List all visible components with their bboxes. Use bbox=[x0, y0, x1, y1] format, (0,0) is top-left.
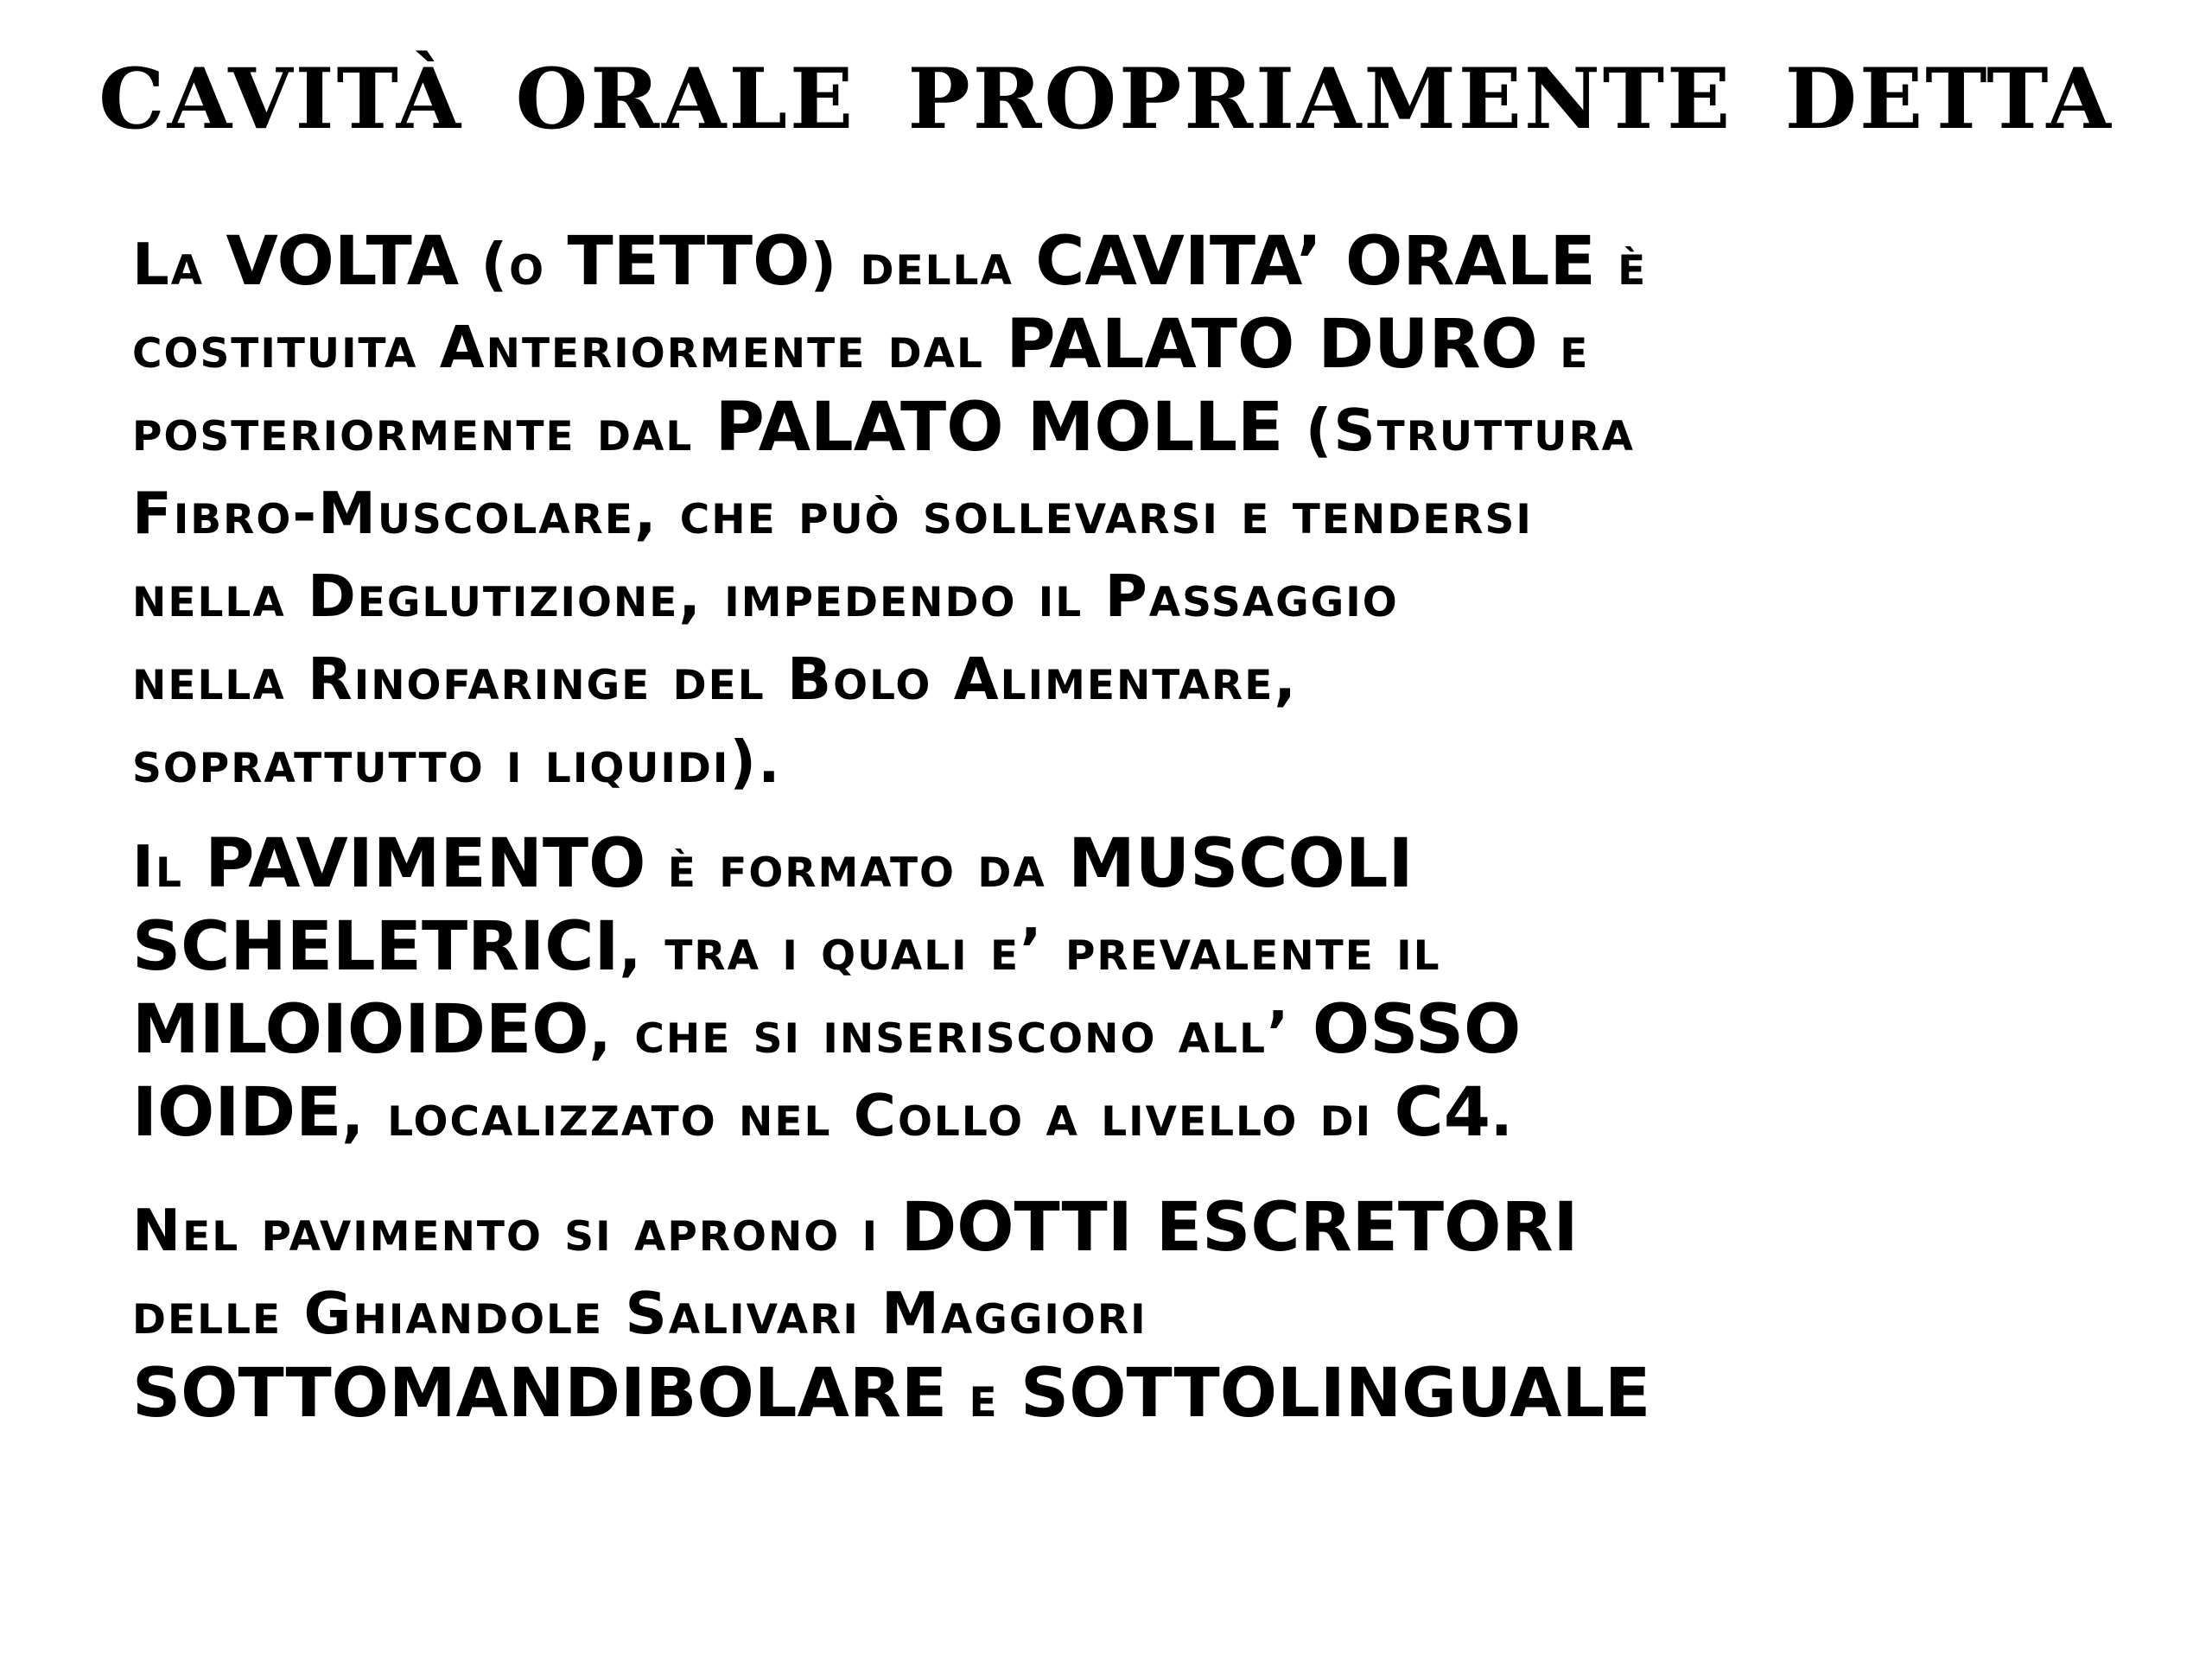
body-text: nella Deglutizione, impedendo il Passaggio bbox=[132, 563, 1399, 630]
body-text: è bbox=[1595, 231, 1648, 298]
text-line bbox=[132, 554, 2137, 637]
text-line bbox=[132, 990, 2137, 1073]
body-text: e bbox=[1537, 314, 1590, 381]
text-line bbox=[132, 1188, 2137, 1271]
body-text: costituita Anteriormente dal bbox=[132, 314, 1007, 381]
text-line bbox=[132, 388, 2137, 471]
text-line bbox=[132, 637, 2137, 720]
key-term: PAVIMENTO bbox=[205, 825, 646, 903]
key-term: SCHELETRICI bbox=[132, 908, 620, 986]
body-text: delle Ghiandole Salivari Maggiori bbox=[132, 1280, 1147, 1347]
body-text: è formato da bbox=[645, 833, 1069, 900]
body-text: . bbox=[1491, 1082, 1515, 1149]
key-term: PALATO DURO bbox=[1006, 306, 1538, 384]
body-text: (Struttura bbox=[1283, 397, 1636, 464]
text-line bbox=[132, 1073, 2137, 1156]
body-text: , che si inseriscono all’ bbox=[588, 999, 1313, 1066]
body-text: Fibro-Muscolare, che può sollevarsi e tendersi bbox=[132, 480, 1533, 547]
body-text: (o bbox=[459, 231, 568, 298]
key-term: CAVITA’ ORALE bbox=[1035, 223, 1596, 301]
key-term: DOTTI ESCRETORI bbox=[900, 1189, 1579, 1267]
body-text: Nel pavimento si aprono i bbox=[132, 1197, 901, 1264]
body-text: e bbox=[947, 1363, 1021, 1430]
text-line bbox=[132, 1354, 2137, 1437]
text-line bbox=[132, 1271, 2137, 1354]
text-line bbox=[132, 824, 2137, 907]
body-text: Il bbox=[132, 833, 206, 900]
text-line bbox=[132, 471, 2137, 554]
body-text: , localizzato nel Collo a livello di bbox=[341, 1082, 1395, 1149]
text-line bbox=[132, 222, 2137, 305]
paragraph-volta bbox=[132, 222, 2137, 803]
body-text: posteriormente dal bbox=[132, 397, 715, 464]
body-text: La bbox=[132, 231, 226, 298]
key-term: MUSCOLI bbox=[1068, 825, 1414, 903]
text-line bbox=[132, 907, 2137, 990]
key-term: TETTO bbox=[567, 223, 810, 301]
key-term: SOTTOLINGUALE bbox=[1020, 1355, 1651, 1433]
body-text: nella Rinofaringe del Bolo Alimentare, bbox=[132, 645, 1298, 713]
key-term: C4 bbox=[1394, 1074, 1491, 1152]
key-term: OSSO bbox=[1312, 991, 1522, 1069]
body-text: ) della bbox=[810, 231, 1036, 298]
text-line bbox=[132, 720, 2137, 803]
slide-title: CAVITÀ ORALE PROPRIAMENTE DETTA bbox=[99, 50, 2113, 148]
text-line bbox=[132, 305, 2137, 388]
key-term: MILOIOIDEO bbox=[132, 991, 589, 1069]
key-term: VOLTA bbox=[226, 223, 460, 301]
paragraph-dotti bbox=[132, 1188, 2137, 1437]
key-term: SOTTOMANDIBOLARE bbox=[132, 1355, 948, 1433]
body-text: , tra i quali e’ prevalente il bbox=[619, 916, 1441, 983]
body-text: soprattutto i liquidi). bbox=[132, 728, 782, 796]
key-term: IOIDE bbox=[132, 1074, 342, 1152]
paragraph-pavimento bbox=[132, 824, 2137, 1156]
key-term: PALATO MOLLE bbox=[715, 389, 1284, 467]
